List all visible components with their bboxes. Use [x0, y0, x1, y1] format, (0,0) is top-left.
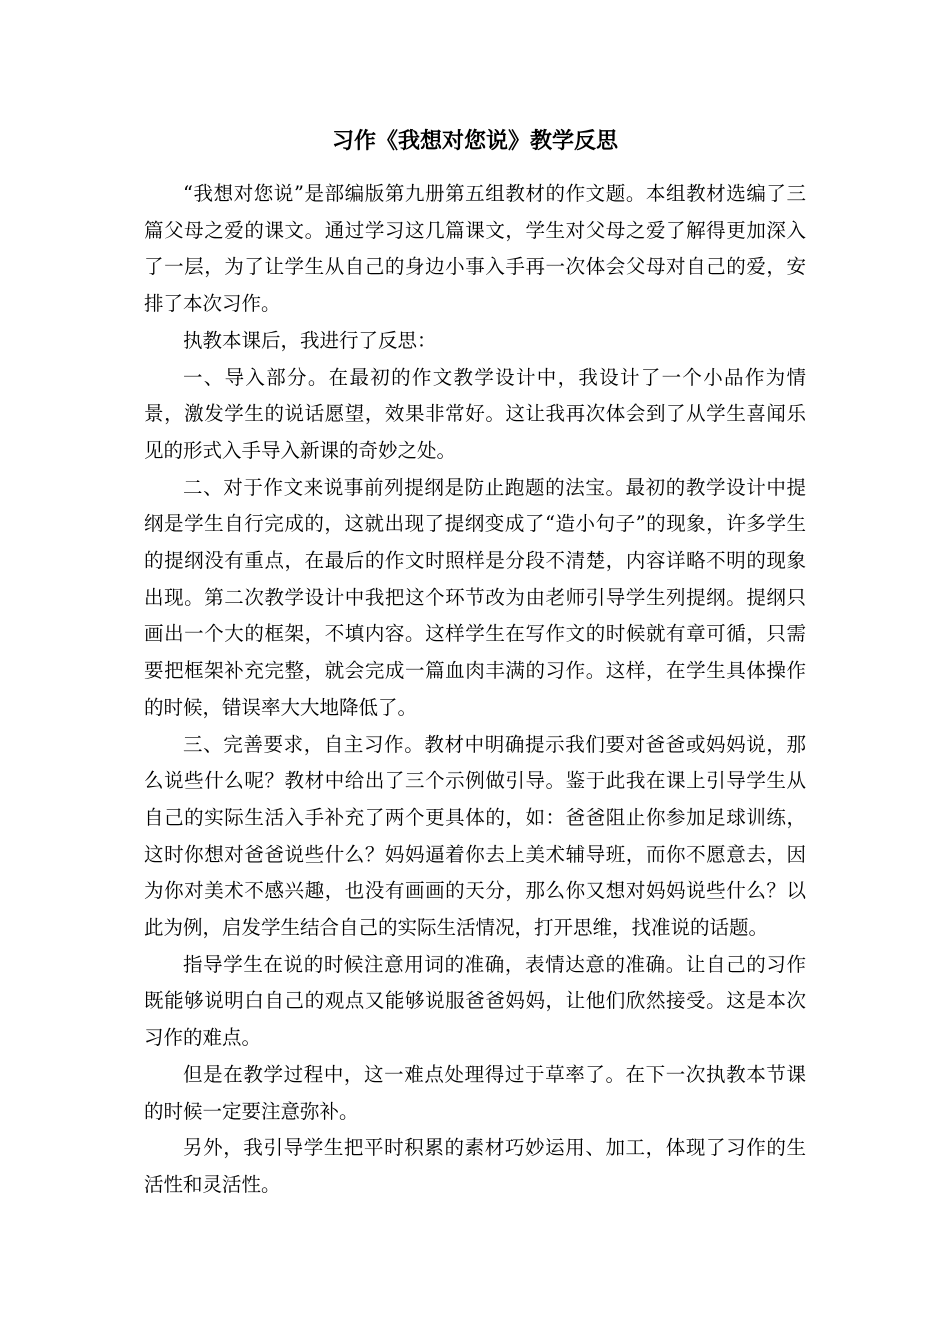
- paragraph-point-three: 三、完善要求，自主习作。教材中明确提示我们要对爸爸或妈妈说，那么说些什么呢？教材中给出了三个示例做引导。鉴于此我在课上引导学生从自己的实际生活入手补充了两个更具体的，如：爸爸阻止你参加足球训练，这时你想对爸爸说些什么？妈妈逼着你去上美术辅导班，而你不愿意去，因为你对美术不感兴趣，也没有画画的天分，那么你又想对妈妈说些什么？以此为例，启发学生结合自己的实际生活情况，打开思维，找准说的话题。: [144, 732, 806, 940]
- paragraph-point-one: 一、导入部分。在最初的作文教学设计中，我设计了一个小品作为情景，激发学生的说话愿望，效果非常好。这让我再次体会到了从学生喜闻乐见的形式入手导入新课的奇妙之处。: [144, 365, 806, 462]
- document-title: 习作《我想对您说》教学反思: [331, 128, 618, 154]
- document-body: [144, 176, 806, 1204]
- paragraph-guidance: 指导学生在说的时候注意用词的准确，表情达意的准确。让自己的习作既能够说明白自己的观点又能够说服爸爸妈妈，让他们欣然接受。这是本次习作的难点。: [144, 952, 806, 1050]
- paragraph-conclusion: 另外，我引导学生把平时积累的素材巧妙运用、加工，体现了习作的生活性和灵活性。: [144, 1136, 806, 1196]
- paragraph-point-two: 二、对于作文来说事前列提纲是防止跑题的法宝。最初的教学设计中提纲是学生自行完成的，这就出现了提纲变成了“造小句子”的现象，许多学生的提纲没有重点，在最后的作文时照样是分段不清楚，内容详略不明的现象出现。第二次教学设计中我把这个环节改为由老师引导学生列提纲。提纲只画出一个大的框架，不填内容。这样学生在写作文的时候就有章可循，只需要把框架补充完整，就会完成一篇血肉丰满的习作。这样，在学生具体操作的时候，错误率大大地降低了。: [144, 475, 806, 719]
- paragraph-shortcoming: 但是在教学过程中，这一难点处理得过于草率了。在下一次执教本节课的时候一定要注意弥补。: [144, 1062, 806, 1123]
- paragraph-reflection-lead: 执教本课后，我进行了反思：: [183, 328, 437, 352]
- paragraph-intro: “我想对您说”是部编版第九册第五组教材的作文题。本组教材选编了三篇父母之爱的课文。通过学习这几篇课文，学生对父母之爱了解得更加深入了一层，为了让学生从自己的身边小事入手再一次体会父母对自己的爱，安排了本次习作。: [144, 182, 806, 316]
